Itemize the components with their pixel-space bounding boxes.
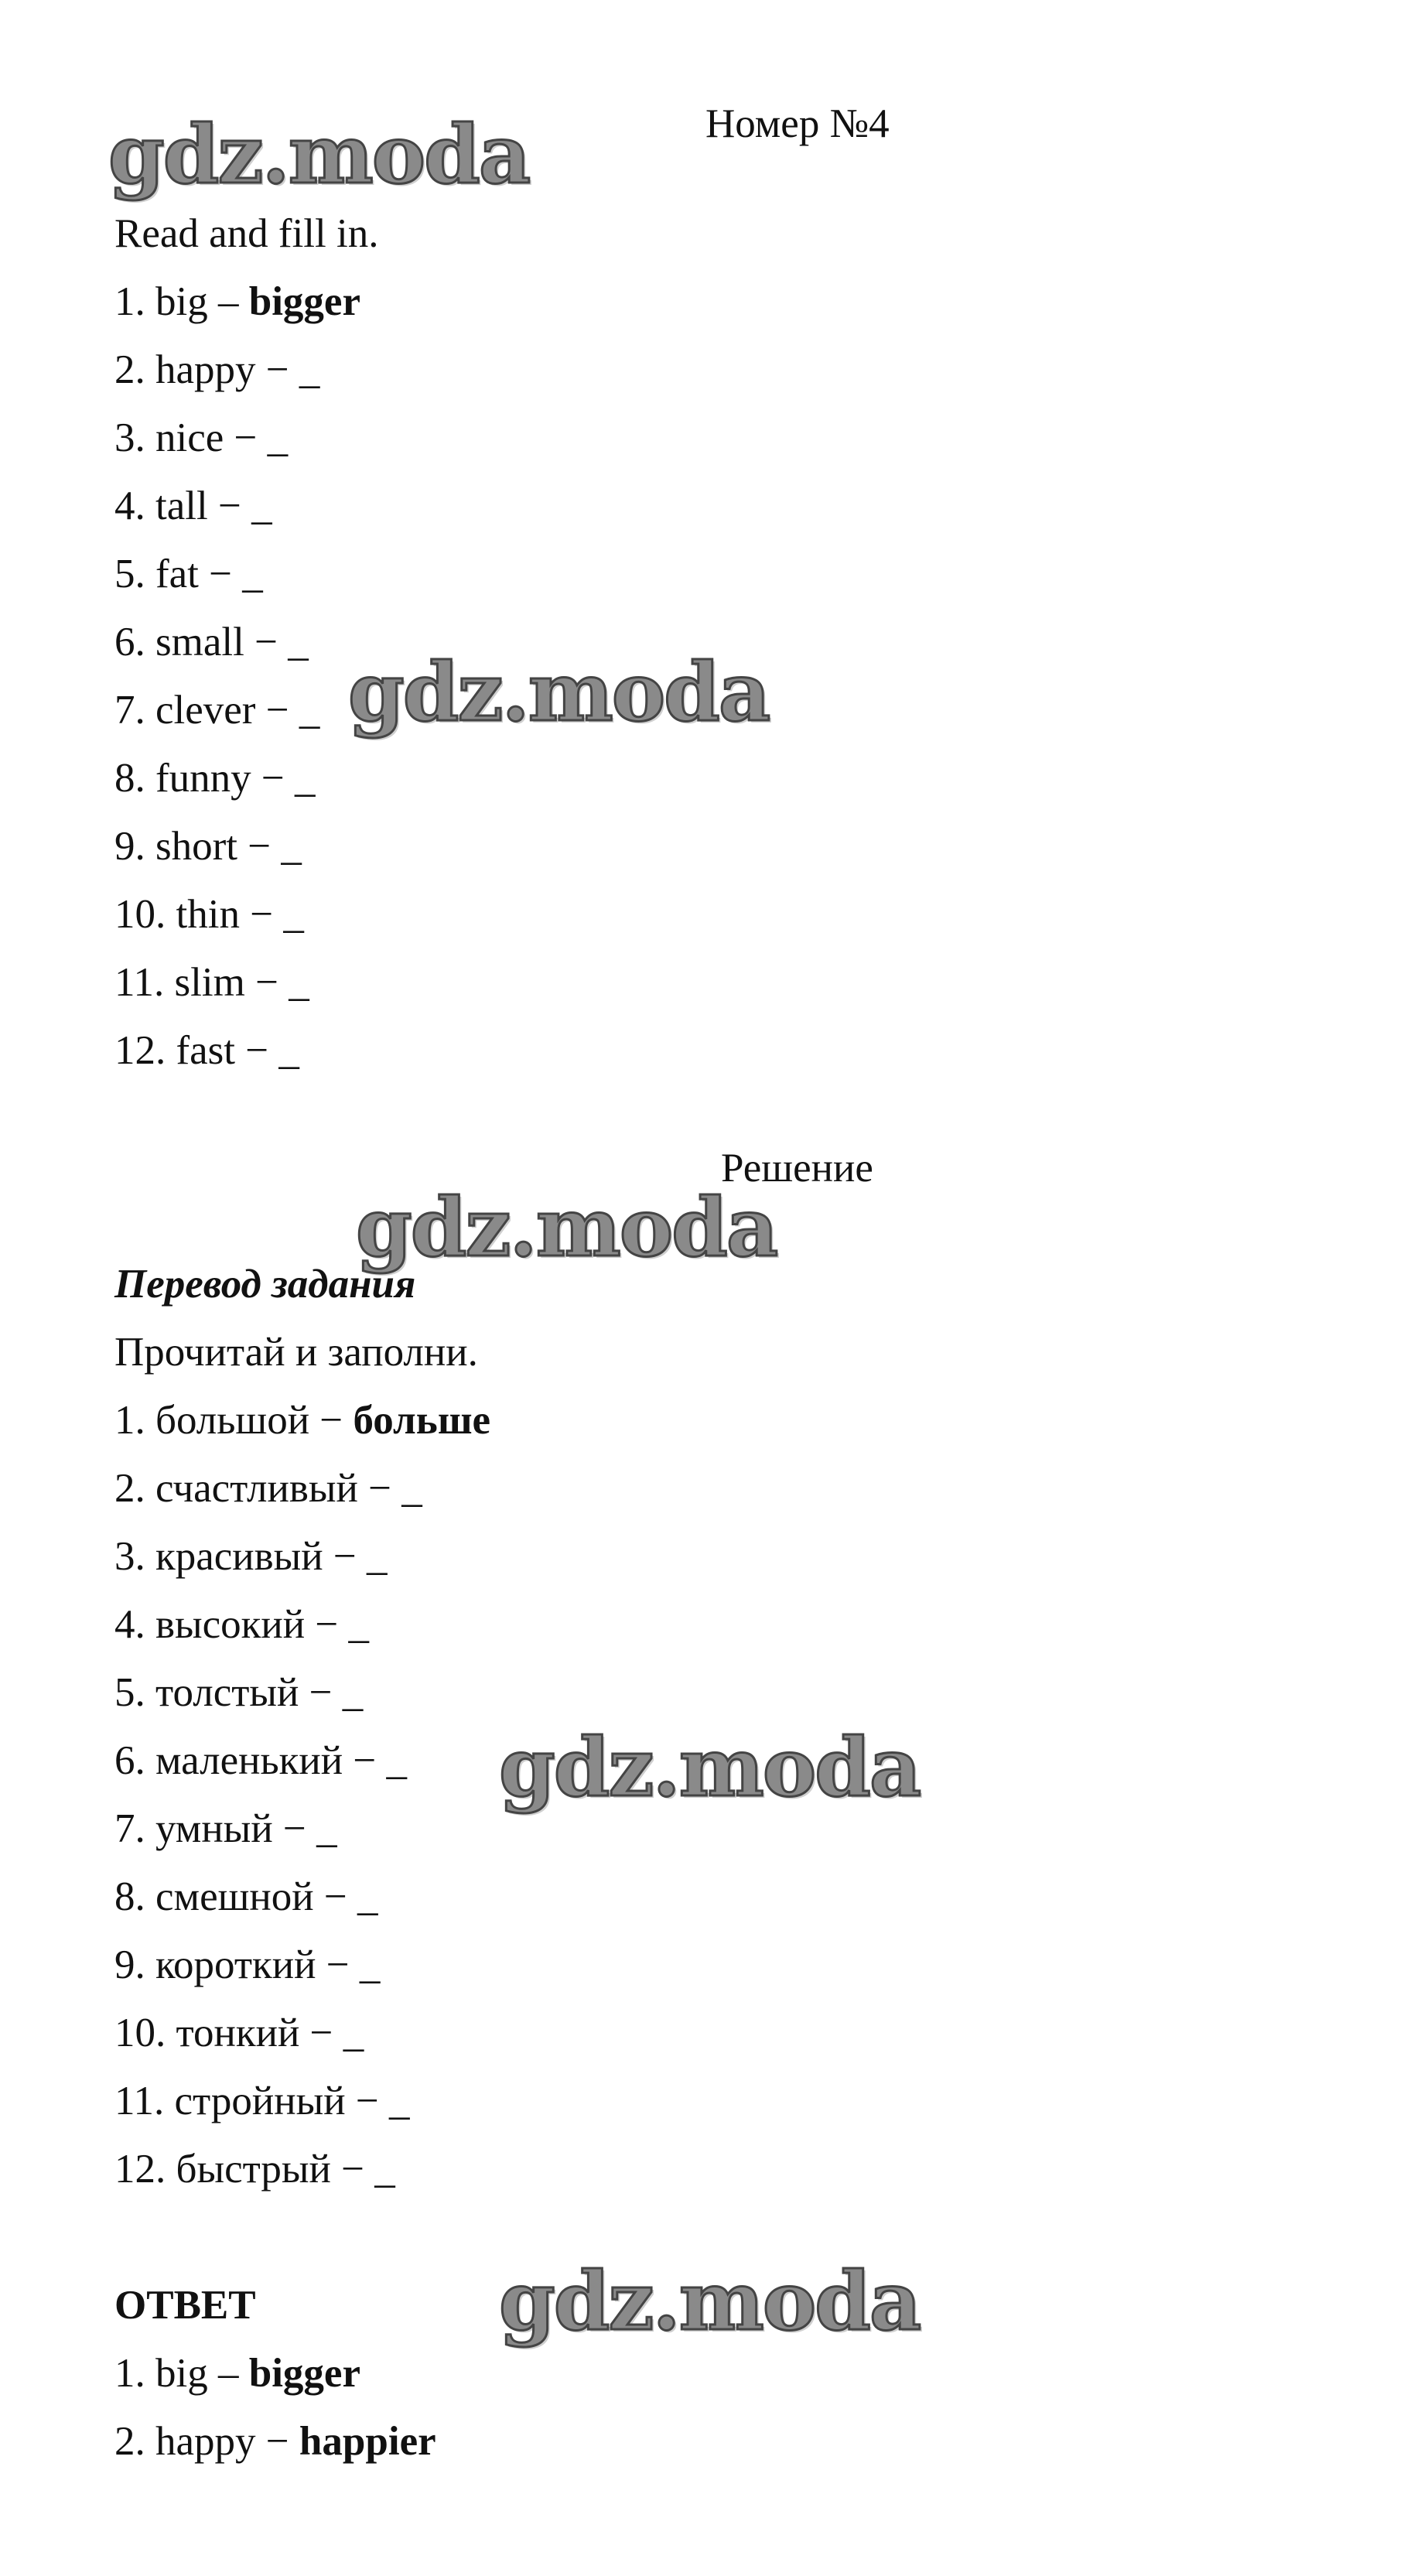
item-prefix: 8. смешной − _ (114, 1874, 378, 1919)
item-prefix: 1. big – (114, 279, 249, 324)
item-prefix: 12. быстрый − _ (114, 2147, 395, 2192)
watermark-logo: gdz.moda (499, 2253, 921, 2349)
item-prefix: 4. высокий − _ (114, 1602, 370, 1647)
task-item (114, 755, 316, 801)
item-prefix: 10. thin − _ (114, 892, 304, 937)
task-item (114, 619, 309, 665)
item-prefix: 1. big – (114, 2351, 249, 2396)
translation-item (114, 1806, 337, 1852)
task-item (114, 483, 272, 529)
answer-title: ОТВЕТ (114, 2283, 256, 2328)
item-answer: больше (353, 1398, 491, 1443)
task-item (114, 687, 319, 733)
task-item (114, 823, 302, 869)
translation-title: Перевод задания (114, 1262, 416, 1307)
item-prefix: 3. nice − _ (114, 415, 289, 460)
solution-label: Решение (721, 1146, 873, 1191)
item-prefix: 2. счастливый − _ (114, 1466, 422, 1511)
item-answer: bigger (248, 2351, 360, 2396)
watermark-logo: gdz.moda (356, 1180, 777, 1275)
task-instruction: Read and fill in. (114, 211, 379, 256)
item-prefix: 7. clever − _ (114, 688, 320, 733)
task-item (114, 1027, 299, 1074)
task-item (114, 347, 319, 393)
answer-item (114, 2418, 436, 2465)
item-prefix: 9. короткий − _ (114, 1942, 381, 1987)
translation-item (114, 1737, 407, 1784)
item-prefix: 3. красивый − _ (114, 1534, 388, 1579)
translation-item (114, 1874, 378, 1920)
translation-item (114, 1942, 380, 1988)
translation-item (114, 1601, 369, 1648)
item-prefix: 6. small − _ (114, 620, 309, 664)
item-prefix: 10. тонкий − _ (114, 2011, 364, 2055)
item-prefix: 7. умный − _ (114, 1806, 337, 1851)
item-prefix: 11. slim − _ (114, 960, 309, 1005)
translation-item (114, 2146, 395, 2192)
translation-item (114, 2078, 409, 2124)
item-prefix: 9. short − _ (114, 824, 302, 869)
task-item (114, 278, 360, 325)
translation-item (114, 1397, 490, 1443)
answer-item (114, 2350, 360, 2397)
translation-item (114, 1533, 388, 1580)
item-answer: bigger (248, 279, 360, 324)
watermark-logo: gdz.moda (108, 107, 530, 202)
watermark-logo: gdz.moda (348, 644, 770, 740)
translation-instruction: Прочитай и заполни. (114, 1330, 478, 1375)
item-prefix: 8. funny − _ (114, 756, 316, 801)
task-item (114, 415, 288, 461)
watermark-logo: gdz.moda (499, 1720, 921, 1815)
item-prefix: 5. толстый − _ (114, 1670, 364, 1715)
item-prefix: 1. большой − (114, 1398, 354, 1443)
task-item (114, 959, 309, 1006)
item-prefix: 6. маленький − _ (114, 1738, 408, 1783)
translation-item (114, 2010, 364, 2056)
translation-item (114, 1669, 363, 1716)
item-prefix: 11. стройный − _ (114, 2079, 410, 2123)
item-prefix: 2. happy − _ (114, 347, 320, 392)
item-prefix: 2. happy − (114, 2419, 299, 2464)
exercise-number: Номер №4 (705, 101, 890, 146)
task-item (114, 551, 263, 597)
item-prefix: 12. fast − _ (114, 1028, 299, 1073)
translation-item (114, 1465, 422, 1512)
item-answer: happier (299, 2419, 436, 2464)
task-item (114, 891, 304, 938)
item-prefix: 4. tall − _ (114, 483, 272, 528)
item-prefix: 5. fat − _ (114, 552, 263, 596)
